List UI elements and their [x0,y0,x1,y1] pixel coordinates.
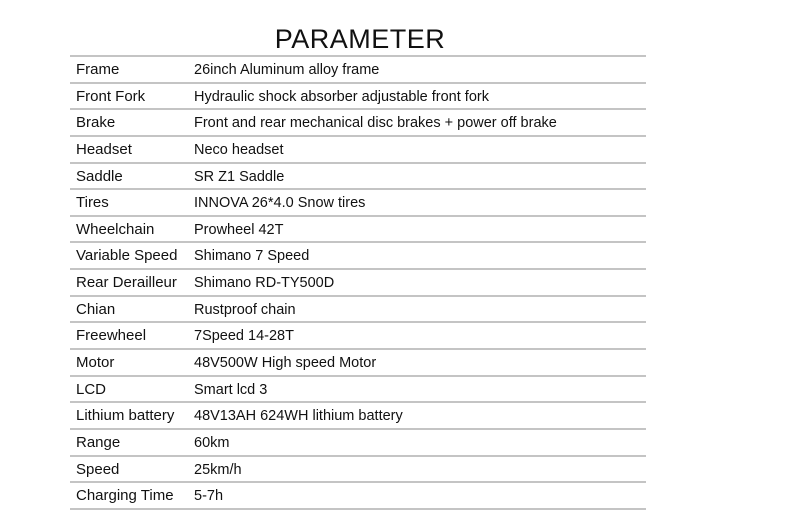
parameter-value: Prowheel 42T [194,221,284,238]
table-row [70,297,646,324]
parameter-label: Tires [76,194,109,212]
parameter-label: Freewheel [76,327,147,345]
parameter-value: 48V500W High speed Motor [194,355,377,372]
parameter-value: Front and rear mechanical disc brakes + power off brake [194,115,557,132]
table-row [70,190,646,217]
table-row [70,164,646,191]
parameter-value: Smart lcd 3 [194,381,268,398]
parameter-value: 60km [194,434,230,451]
table-row [70,350,646,377]
parameter-value: INNOVA 26*4.0 Snow tires [194,195,366,212]
table-row [70,110,646,137]
parameter-value: SR Z1 Saddle [194,168,285,185]
parameter-value: 26inch Aluminum alloy frame [194,62,380,78]
parameter-label: Lithium battery [76,407,175,425]
table-row [70,457,646,484]
parameter-label: Saddle [76,167,123,185]
table-row [70,483,646,510]
parameter-value: Neco headset [194,141,284,158]
parameter-label: Rear Derailleur [76,274,177,292]
table-row [70,84,646,111]
table-row [70,430,646,457]
parameter-label: Charging Time [76,487,174,505]
parameter-value: 25km/h [194,461,242,478]
table-row [70,270,646,297]
parameter-label: Headset [76,140,132,158]
parameter-label: Speed [76,460,120,478]
parameter-value: 7Speed 14-28T [194,328,294,345]
parameter-value: Shimano RD-TY500D [194,275,335,292]
parameter-label: Chian [76,300,116,318]
parameter-value: 48V13AH 624WH lithium battery [194,408,403,425]
parameter-label: LCD [76,380,107,398]
parameter-label: Frame [76,61,120,78]
table-row [70,323,646,350]
table-row [70,217,646,244]
parameter-label: Wheelchain [76,220,155,238]
parameter-label: Motor [76,354,115,372]
table-row [70,137,646,164]
page-title: PARAMETER [274,24,446,54]
table-row [70,243,646,270]
parameter-label: Variable Speed [76,247,178,265]
parameter-label: Front Fork [76,87,146,105]
table-row [70,403,646,430]
parameter-value: Rustproof chain [194,301,296,318]
parameter-value: 5-7h [194,488,224,505]
parameter-label: Brake [76,114,116,132]
parameter-value: Hydraulic shock absorber adjustable front fork [194,88,489,105]
parameter-label: Range [76,433,121,451]
parameter-table [70,55,646,510]
table-row [70,377,646,404]
table-row [70,57,646,84]
parameter-value: Shimano 7 Speed [194,248,310,265]
